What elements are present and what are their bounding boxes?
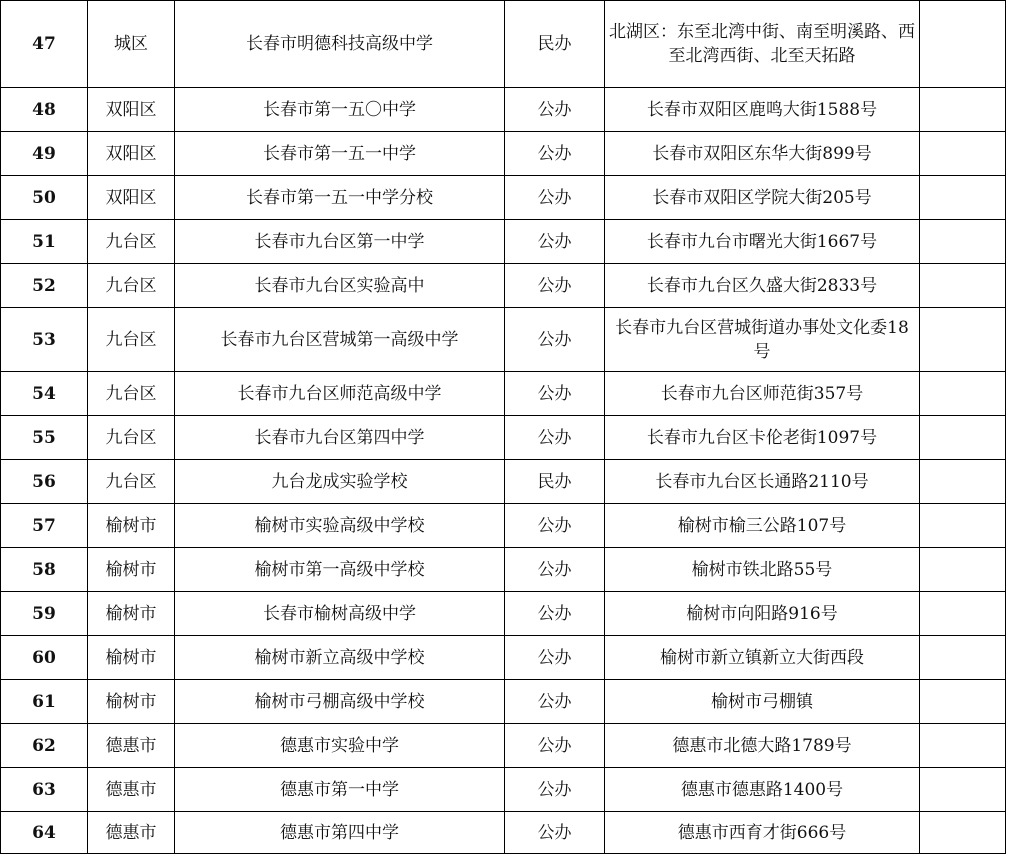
school-name-cell: 长春市第一五〇中学 — [175, 88, 505, 132]
address-cell: 长春市双阳区东华大街899号 — [605, 132, 920, 176]
address-cell: 长春市九台区卡伦老街1097号 — [605, 416, 920, 460]
empty-cell — [920, 132, 1006, 176]
school-type-cell: 公办 — [505, 636, 605, 680]
table-row — [1, 132, 1006, 176]
row-number: 57 — [1, 504, 88, 548]
table-row — [1, 220, 1006, 264]
empty-cell — [920, 372, 1006, 416]
school-type-cell: 公办 — [505, 308, 605, 372]
empty-cell — [920, 460, 1006, 504]
school-type-cell: 民办 — [505, 460, 605, 504]
school-type-cell: 公办 — [505, 132, 605, 176]
row-number: 59 — [1, 592, 88, 636]
school-type-cell: 公办 — [505, 416, 605, 460]
school-name-cell: 德惠市第一中学 — [175, 768, 505, 812]
row-number: 54 — [1, 372, 88, 416]
school-name-cell: 长春市第一五一中学分校 — [175, 176, 505, 220]
school-name-cell: 长春市九台区第四中学 — [175, 416, 505, 460]
address-cell: 榆树市弓棚镇 — [605, 680, 920, 724]
address-cell: 榆树市向阳路916号 — [605, 592, 920, 636]
school-type-cell: 民办 — [505, 1, 605, 88]
table-row — [1, 88, 1006, 132]
empty-cell — [920, 636, 1006, 680]
school-name-cell: 长春市九台区实验高中 — [175, 264, 505, 308]
school-name-cell: 长春市九台区第一中学 — [175, 220, 505, 264]
school-name-cell: 榆树市实验高级中学校 — [175, 504, 505, 548]
address-cell: 长春市双阳区鹿鸣大街1588号 — [605, 88, 920, 132]
empty-cell — [920, 504, 1006, 548]
row-number: 63 — [1, 768, 88, 812]
school-name-cell: 德惠市第四中学 — [175, 812, 505, 854]
row-number: 62 — [1, 724, 88, 768]
empty-cell — [920, 1, 1006, 88]
district-cell: 城区 — [88, 1, 175, 88]
address-cell: 德惠市西育才街666号 — [605, 812, 920, 854]
table-row — [1, 416, 1006, 460]
empty-cell — [920, 176, 1006, 220]
address-cell: 长春市九台区营城街道办事处文化委18号 — [605, 308, 920, 372]
district-cell: 九台区 — [88, 308, 175, 372]
row-number: 53 — [1, 308, 88, 372]
school-name-cell: 长春市榆树高级中学 — [175, 592, 505, 636]
district-cell: 九台区 — [88, 460, 175, 504]
school-name-cell: 长春市九台区师范高级中学 — [175, 372, 505, 416]
table-row — [1, 176, 1006, 220]
table-row — [1, 1, 1006, 88]
district-cell: 九台区 — [88, 264, 175, 308]
school-type-cell: 公办 — [505, 372, 605, 416]
district-cell: 榆树市 — [88, 548, 175, 592]
school-type-cell: 公办 — [505, 264, 605, 308]
empty-cell — [920, 88, 1006, 132]
district-cell: 双阳区 — [88, 176, 175, 220]
row-number: 61 — [1, 680, 88, 724]
row-number: 64 — [1, 812, 88, 854]
school-name-cell: 榆树市第一高级中学校 — [175, 548, 505, 592]
empty-cell — [920, 264, 1006, 308]
empty-cell — [920, 768, 1006, 812]
empty-cell — [920, 592, 1006, 636]
address-cell: 长春市九台区师范街357号 — [605, 372, 920, 416]
row-number: 50 — [1, 176, 88, 220]
row-number: 49 — [1, 132, 88, 176]
empty-cell — [920, 548, 1006, 592]
table-row — [1, 680, 1006, 724]
school-type-cell: 公办 — [505, 504, 605, 548]
district-cell: 双阳区 — [88, 88, 175, 132]
school-name-cell: 榆树市新立高级中学校 — [175, 636, 505, 680]
school-type-cell: 公办 — [505, 176, 605, 220]
empty-cell — [920, 416, 1006, 460]
address-cell: 榆树市新立镇新立大街西段 — [605, 636, 920, 680]
district-cell: 双阳区 — [88, 132, 175, 176]
address-cell: 榆树市榆三公路107号 — [605, 504, 920, 548]
school-type-cell: 公办 — [505, 592, 605, 636]
address-cell: 长春市九台区长通路2110号 — [605, 460, 920, 504]
school-name-cell: 长春市九台区营城第一高级中学 — [175, 308, 505, 372]
address-cell: 德惠市德惠路1400号 — [605, 768, 920, 812]
school-name-cell: 长春市明德科技高级中学 — [175, 1, 505, 88]
school-type-cell: 公办 — [505, 88, 605, 132]
address-cell: 长春市九台市曙光大街1667号 — [605, 220, 920, 264]
district-cell: 九台区 — [88, 220, 175, 264]
school-name-cell: 榆树市弓棚高级中学校 — [175, 680, 505, 724]
district-cell: 德惠市 — [88, 812, 175, 854]
row-number: 60 — [1, 636, 88, 680]
school-type-cell: 公办 — [505, 680, 605, 724]
row-number: 51 — [1, 220, 88, 264]
table-row — [1, 548, 1006, 592]
district-cell: 榆树市 — [88, 592, 175, 636]
school-type-cell: 公办 — [505, 724, 605, 768]
row-number: 48 — [1, 88, 88, 132]
district-cell: 榆树市 — [88, 504, 175, 548]
address-cell: 长春市九台区久盛大街2833号 — [605, 264, 920, 308]
table-row — [1, 768, 1006, 812]
row-number: 47 — [1, 1, 88, 88]
address-cell: 北湖区：东至北湾中街、南至明溪路、西至北湾西街、北至天拓路 — [605, 1, 920, 88]
school-name-cell: 长春市第一五一中学 — [175, 132, 505, 176]
table-row — [1, 264, 1006, 308]
address-cell: 榆树市铁北路55号 — [605, 548, 920, 592]
school-name-cell: 九台龙成实验学校 — [175, 460, 505, 504]
table-row — [1, 308, 1006, 372]
district-cell: 德惠市 — [88, 724, 175, 768]
empty-cell — [920, 308, 1006, 372]
address-cell: 德惠市北德大路1789号 — [605, 724, 920, 768]
school-name-cell: 德惠市实验中学 — [175, 724, 505, 768]
empty-cell — [920, 724, 1006, 768]
row-number: 56 — [1, 460, 88, 504]
empty-cell — [920, 680, 1006, 724]
district-cell: 德惠市 — [88, 768, 175, 812]
table-row — [1, 724, 1006, 768]
school-type-cell: 公办 — [505, 768, 605, 812]
school-type-cell: 公办 — [505, 220, 605, 264]
table-row — [1, 636, 1006, 680]
table-row — [1, 372, 1006, 416]
empty-cell — [920, 812, 1006, 854]
table-row — [1, 812, 1006, 854]
row-number: 58 — [1, 548, 88, 592]
district-cell: 九台区 — [88, 416, 175, 460]
table-row — [1, 460, 1006, 504]
table-row — [1, 592, 1006, 636]
district-cell: 榆树市 — [88, 680, 175, 724]
row-number: 55 — [1, 416, 88, 460]
school-type-cell: 公办 — [505, 812, 605, 854]
empty-cell — [920, 220, 1006, 264]
row-number: 52 — [1, 264, 88, 308]
school-type-cell: 公办 — [505, 548, 605, 592]
address-cell: 长春市双阳区学院大街205号 — [605, 176, 920, 220]
district-cell: 九台区 — [88, 372, 175, 416]
district-cell: 榆树市 — [88, 636, 175, 680]
table-row — [1, 504, 1006, 548]
